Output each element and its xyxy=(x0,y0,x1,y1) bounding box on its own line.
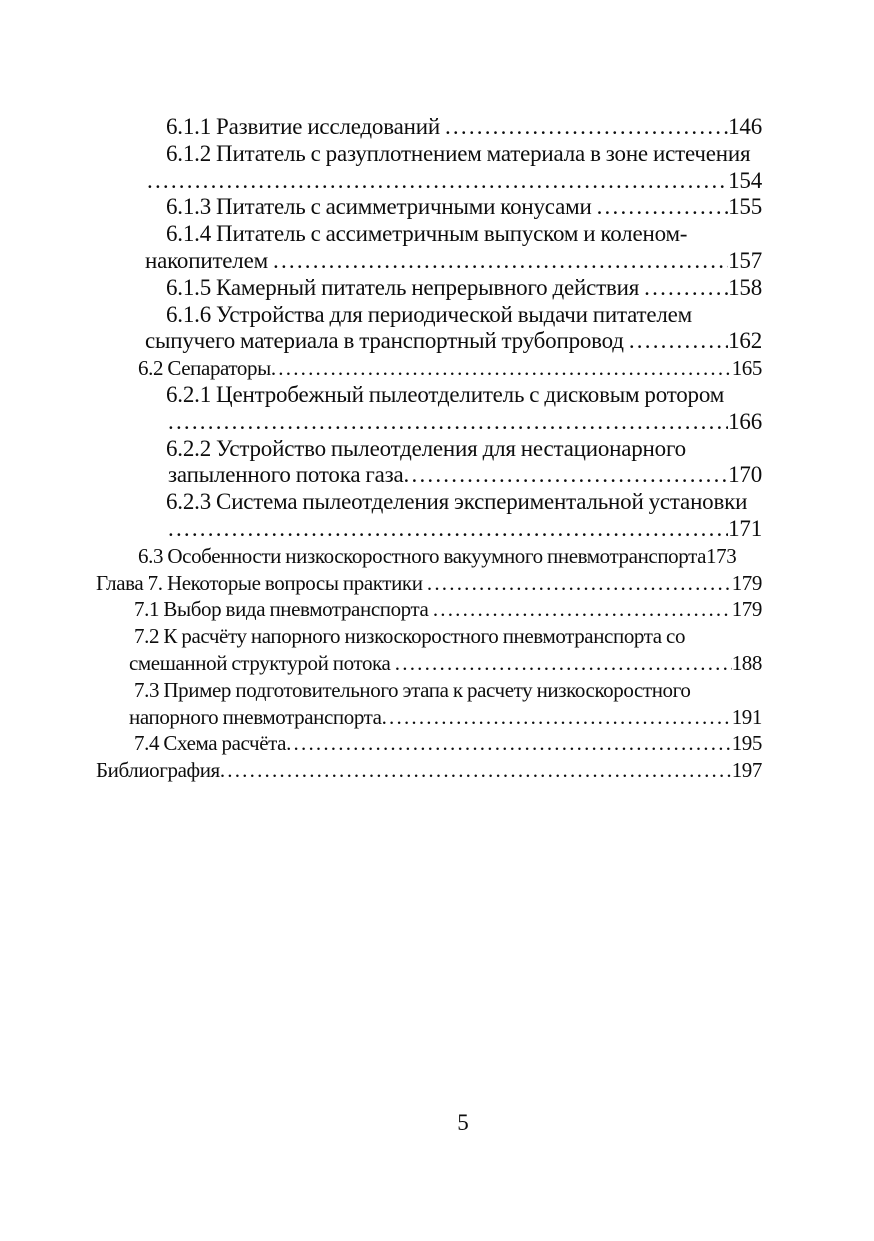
toc-entry-6-2 xyxy=(95,355,762,382)
toc-leader-dots xyxy=(220,757,732,784)
toc-page-number: 197 xyxy=(731,758,762,783)
toc-page-number: 162 xyxy=(728,328,762,354)
toc-leader-dots xyxy=(433,596,732,623)
toc-entry-6-2-2-continuation xyxy=(95,462,762,489)
toc-entry-7-4 xyxy=(95,730,762,757)
toc-page-number: 154 xyxy=(728,167,762,193)
toc-entry-7-2-continuation xyxy=(95,650,762,677)
toc-leader-dots xyxy=(271,355,732,382)
toc-entry-6-1-3 xyxy=(95,194,762,221)
toc-entry-text: сыпучего материала в транспортный трубопровод xyxy=(145,328,629,354)
toc-leader-dots xyxy=(168,409,728,436)
toc-leader-dots xyxy=(273,248,728,275)
toc-entry-text: 7.4 Схема расчёта xyxy=(134,731,287,756)
toc-page-number: 188 xyxy=(731,650,762,675)
page-number: 5 xyxy=(457,1110,469,1135)
toc-entry-text: Библиография xyxy=(96,758,220,783)
toc-entry-text: 6.1.6 Устройства для периодической выдачи питателем xyxy=(166,301,692,327)
toc-leader-dots xyxy=(395,650,732,677)
toc-entry-text: накопителем xyxy=(145,247,273,273)
toc-entry-7-3 xyxy=(95,677,762,704)
toc-page-number: 173 xyxy=(706,543,737,568)
toc-page-number: 170 xyxy=(728,462,762,488)
toc-page-number: 191 xyxy=(731,704,762,729)
page-footer xyxy=(0,1110,874,1136)
toc-entry-6-1-6-continuation xyxy=(95,328,762,355)
toc-entry-6-1-6 xyxy=(95,302,762,329)
toc-entry-6-2-3-continuation xyxy=(95,516,762,543)
toc-leader-dots xyxy=(168,516,728,543)
toc-page-number: 195 xyxy=(731,731,762,756)
toc-page-number: 158 xyxy=(728,274,762,300)
toc-entry-7-2 xyxy=(95,623,762,650)
toc-entry-text: 6.2.3 Система пылеотделения экспериментальной установки xyxy=(166,489,748,515)
toc-leader-dots xyxy=(445,114,728,141)
toc-page-number: 179 xyxy=(731,570,762,595)
toc-entry-text: запыленного потока газа xyxy=(168,462,404,488)
toc-entry-6-1-4 xyxy=(95,221,762,248)
toc-leader-dots xyxy=(427,570,732,597)
toc-leader-dots xyxy=(644,275,728,302)
toc-entry-text: 6.1.4 Питатель с ассиметричным выпуском и коленом- xyxy=(166,221,688,247)
toc-entry-text: 7.2 К расчёту напорного низкоскоростного пневмотранспорта со xyxy=(134,624,686,649)
toc-entry-6-2-3 xyxy=(95,489,762,516)
toc-entry-bibliography xyxy=(95,757,762,784)
toc-entry-text: 7.1 Выбор вида пневмотранспорта xyxy=(134,597,433,622)
toc-leader-dots xyxy=(382,704,732,731)
toc-entry-text: Глава 7. Некоторые вопросы практики xyxy=(96,570,427,595)
toc-leader-dots xyxy=(286,730,732,757)
toc-entry-text: 6.2.2 Устройство пылеотделения для нестационарного xyxy=(166,435,686,461)
table-of-contents xyxy=(95,114,762,784)
toc-leader-dots xyxy=(597,194,728,221)
toc-page-number: 171 xyxy=(728,515,762,541)
toc-entry-text: 6.1.1 Развитие исследований xyxy=(166,114,445,139)
toc-entry-6-3 xyxy=(95,543,762,570)
toc-entry-chapter-7 xyxy=(95,570,762,597)
toc-entry-7-3-continuation xyxy=(95,704,762,731)
toc-entry-text: смешанной структурой потока xyxy=(129,650,395,675)
toc-entry-6-1-4-continuation xyxy=(95,248,762,275)
toc-page-number: 146 xyxy=(728,114,762,139)
toc-page-number: 155 xyxy=(728,194,762,220)
toc-leader-dots xyxy=(404,462,729,489)
toc-entry-text: 6.1.5 Камерный питатель непрерывного действия xyxy=(166,274,645,300)
toc-entry-text: 6.2 Сепараторы xyxy=(138,356,271,381)
toc-page-number: 165 xyxy=(731,356,762,381)
toc-entry-7-1 xyxy=(95,596,762,623)
toc-entry-text: 6.2.1 Центробежный пылеотделитель с дисковым ротором xyxy=(166,381,725,407)
toc-entry-text: 6.1.2 Питатель с разуплотнением материала в зоне истечения xyxy=(166,140,751,166)
toc-entry-6-1-1 xyxy=(95,114,762,141)
toc-entry-text: 6.3 Особенности низкоскоростного вакуумного пневмотранспорта xyxy=(138,543,707,568)
toc-entry-text: 7.3 Пример подготовительного этапа к расчету низкоскоростного xyxy=(134,677,691,702)
toc-entry-6-1-2 xyxy=(95,141,762,168)
toc-entry-6-1-2-continuation xyxy=(95,168,762,195)
toc-entry-6-2-1-continuation xyxy=(95,409,762,436)
toc-entry-text: напорного пневмотранспорта xyxy=(129,704,382,729)
toc-entry-6-2-1 xyxy=(95,382,762,409)
toc-page-number: 179 xyxy=(731,597,762,622)
toc-leader-dots xyxy=(147,168,728,195)
toc-page-number: 166 xyxy=(728,408,762,434)
toc-page-number: 157 xyxy=(728,247,762,273)
toc-entry-text: 6.1.3 Питатель с асимметричными конусами xyxy=(166,194,597,220)
toc-entry-6-2-2 xyxy=(95,436,762,463)
toc-entry-6-1-5 xyxy=(95,275,762,302)
toc-leader-dots xyxy=(629,328,728,355)
